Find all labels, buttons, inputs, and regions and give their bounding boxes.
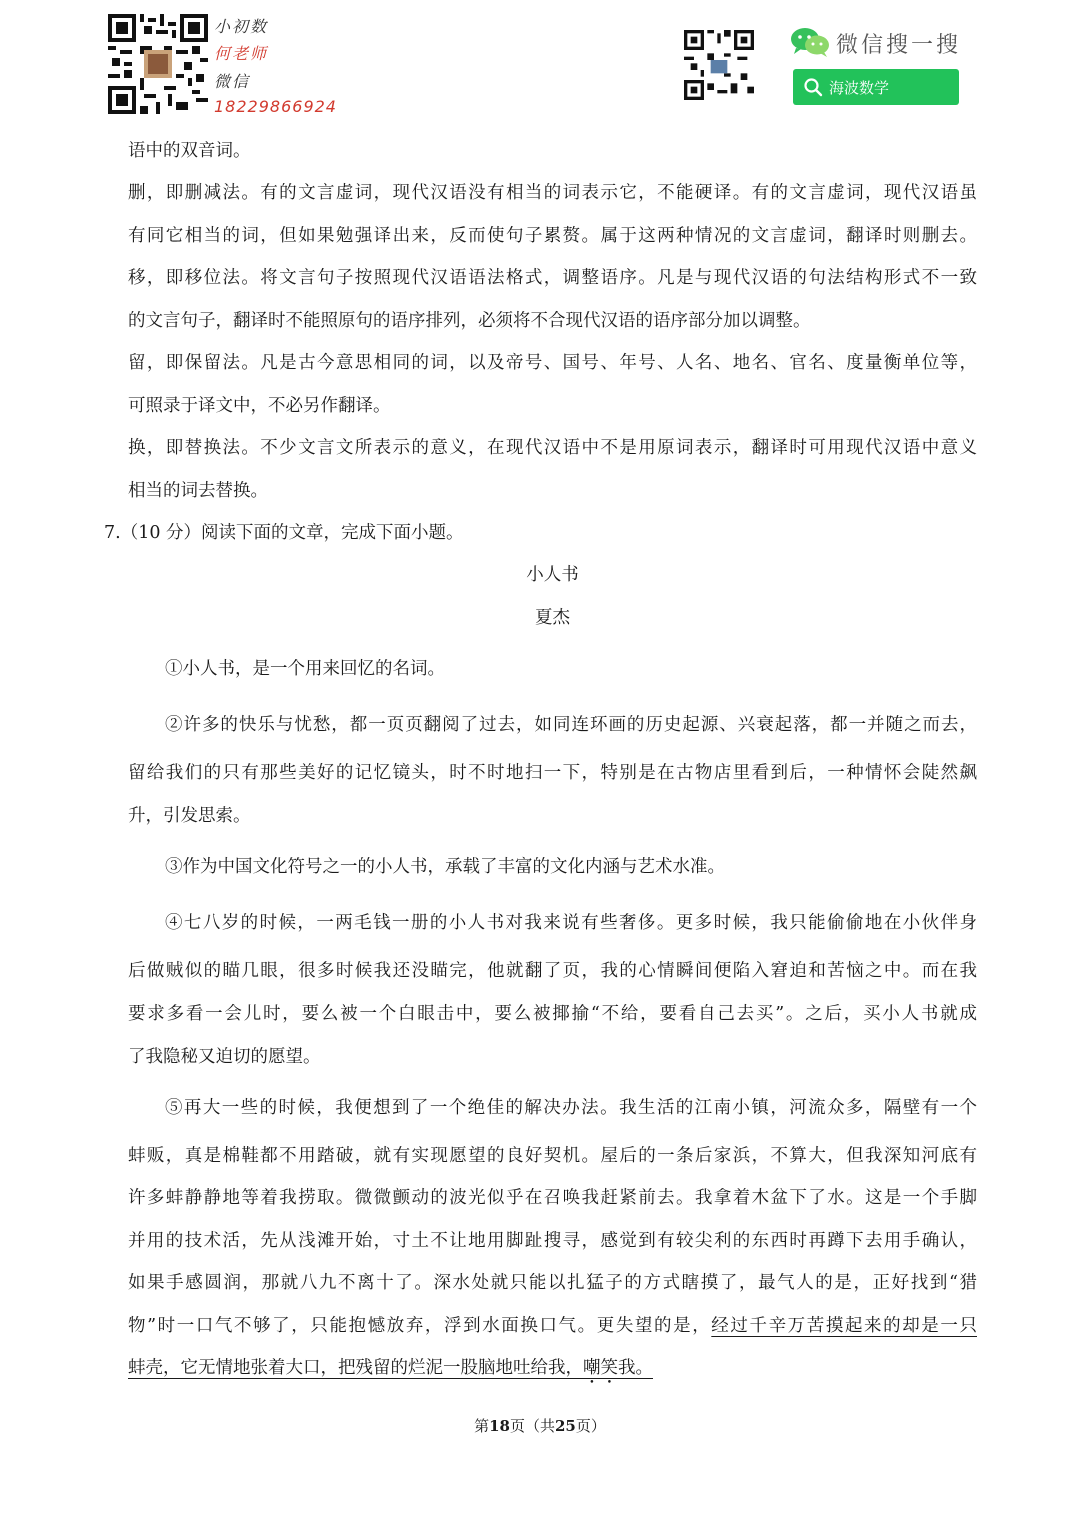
paragraph-2-line: 留给我们的只有那些美好的记忆镜头，时不时地扫一下，特别是在古物店里看到后，一种情怀会陡然飙 — [128, 763, 977, 783]
text-line: 的文言句子，翻译时不能照原句的语序排列，必须将不合现代汉语的语序部分加以调整。 — [128, 311, 811, 331]
qr-code-icon — [108, 14, 208, 114]
wechat-search-title: 微信搜一搜 — [836, 33, 962, 58]
wechat-search-button[interactable] — [793, 69, 959, 105]
paragraph-2-line: ②许多的快乐与忧愁，都一页页翻阅了过去，如同连环画的历史起源、兴衰起落，都一并随之而去， — [165, 715, 977, 735]
article-title: 小人书 — [526, 565, 579, 585]
paragraph-4-line: 后做贼似的瞄几眼，很多时候我还没瞄完，他就翻了页，我的心情瞬间便陷入窘迫和苦恼之中。而在我 — [128, 961, 977, 981]
paragraph-5-line: 如果手感圆润，那就八九不离十了。深水处就只能以扎猛子的方式瞎摸了，最气人的是，正好找到“猎 — [128, 1273, 977, 1293]
paragraph-5-line: 并用的技术活，先从浅滩开始，寸土不让地用脚趾搜寻，感觉到有较尖利的东西时再蹲下去用手确认， — [128, 1231, 977, 1251]
article-author: 夏杰 — [535, 608, 570, 628]
wechat-logo-icon — [790, 26, 830, 58]
paragraph-3: ③作为中国文化符号之一的小人书，承载了丰富的文化内涵与艺术水准。 — [165, 857, 725, 877]
handwritten-title: 小初数 — [214, 17, 269, 36]
wechat-qr-code-icon — [684, 30, 754, 100]
handwritten-phone: 18229866924 — [214, 97, 337, 116]
paragraph-5-line — [128, 1356, 653, 1388]
text-line: 相当的词去替换。 — [128, 481, 268, 501]
wechat-search-badge — [790, 26, 962, 108]
paragraph-4-line: 了我隐秘又迫切的愿望。 — [128, 1047, 321, 1067]
page-footer — [0, 1415, 1080, 1436]
paragraph-4-line: 要求多看一会儿时，要么被一个白眼击中，要么被揶揄“不给，要看自己去买”。之后，买小人书就成 — [128, 1004, 977, 1024]
header-contact — [108, 14, 337, 118]
underlined-sentence-end: 我。 — [618, 1358, 653, 1378]
underlined-sentence: 经过千辛万苦摸起来的却是一只 — [711, 1316, 977, 1336]
handwritten-wechat: 微信 — [214, 72, 251, 91]
paragraph-1: ①小人书，是一个用来回忆的名词。 — [165, 659, 445, 679]
paragraph-4-line: ④七八岁的时候，一两毛钱一册的小人书对我来说有些奢侈。更多时候，我只能偷偷地在小伙伴身 — [165, 913, 977, 933]
emphasized-word: 嘲笑 — [583, 1358, 618, 1378]
underlined-sentence: 蚌壳，它无情地张着大口，把残留的烂泥一股脑地吐给我， — [128, 1358, 583, 1378]
text-line: 删，即删减法。有的文言虚词，现代汉语没有相当的词表示它，不能硬译。有的文言虚词，现代汉语虽 — [128, 183, 977, 203]
footer-prefix: 第 — [474, 1417, 490, 1435]
text-line: 换，即替换法。不少文言文所表示的意义，在现代汉语中不是用原词表示，翻译时可用现代汉语中意义 — [128, 438, 977, 458]
question-prompt: 7.（10 分）阅读下面的文章，完成下面小题。 — [104, 523, 464, 543]
text-line: 可照录于译文中，不必另作翻译。 — [128, 396, 391, 416]
current-page: 18 — [489, 1417, 510, 1435]
wechat-search-label: 海波数学 — [829, 79, 890, 97]
footer-suffix: 页） — [575, 1417, 606, 1435]
text-line: 移，即移位法。将文言句子按照现代汉语语法格式，调整语序。凡是与现代汉语的句法结构形式不一致 — [128, 268, 977, 288]
paragraph-5-text: 物”时一口气不够了，只能抱憾放弃，浮到水面换口气。更失望的是， — [128, 1316, 712, 1336]
text-line: 有同它相当的词，但如果勉强译出来，反而使句子累赘。属于这两种情况的文言虚词，翻译时则删去。 — [128, 226, 977, 246]
paragraph-5-line: 蚌贩，真是棉鞋都不用踏破，就有实现愿望的良好契机。屋后的一条后家浜，不算大，但我深知河底有 — [128, 1146, 977, 1166]
paragraph-2-line: 升，引发思索。 — [128, 806, 251, 826]
search-icon — [803, 77, 823, 97]
paragraph-5-line: ⑤再大一些的时候，我便想到了一个绝佳的解决办法。我生活的江南小镇，河流众多，隔壁有一个 — [165, 1098, 977, 1118]
footer-middle: 页（共 — [509, 1417, 555, 1435]
paragraph-5-line: 许多蚌静静地等着我捞取。微微颤动的波光似乎在召唤我赶紧前去。我拿着木盆下了水。这是一个手脚 — [128, 1188, 977, 1208]
handwritten-teacher: 何老师 — [214, 44, 269, 63]
total-pages: 25 — [555, 1417, 576, 1435]
paragraph-5-line — [128, 1314, 977, 1338]
text-line: 留，即保留法。凡是古今意思相同的词，以及帝号、国号、年号、人名、地名、官名、度量衡单位等， — [128, 353, 977, 373]
text-line: 语中的双音词。 — [128, 141, 251, 161]
